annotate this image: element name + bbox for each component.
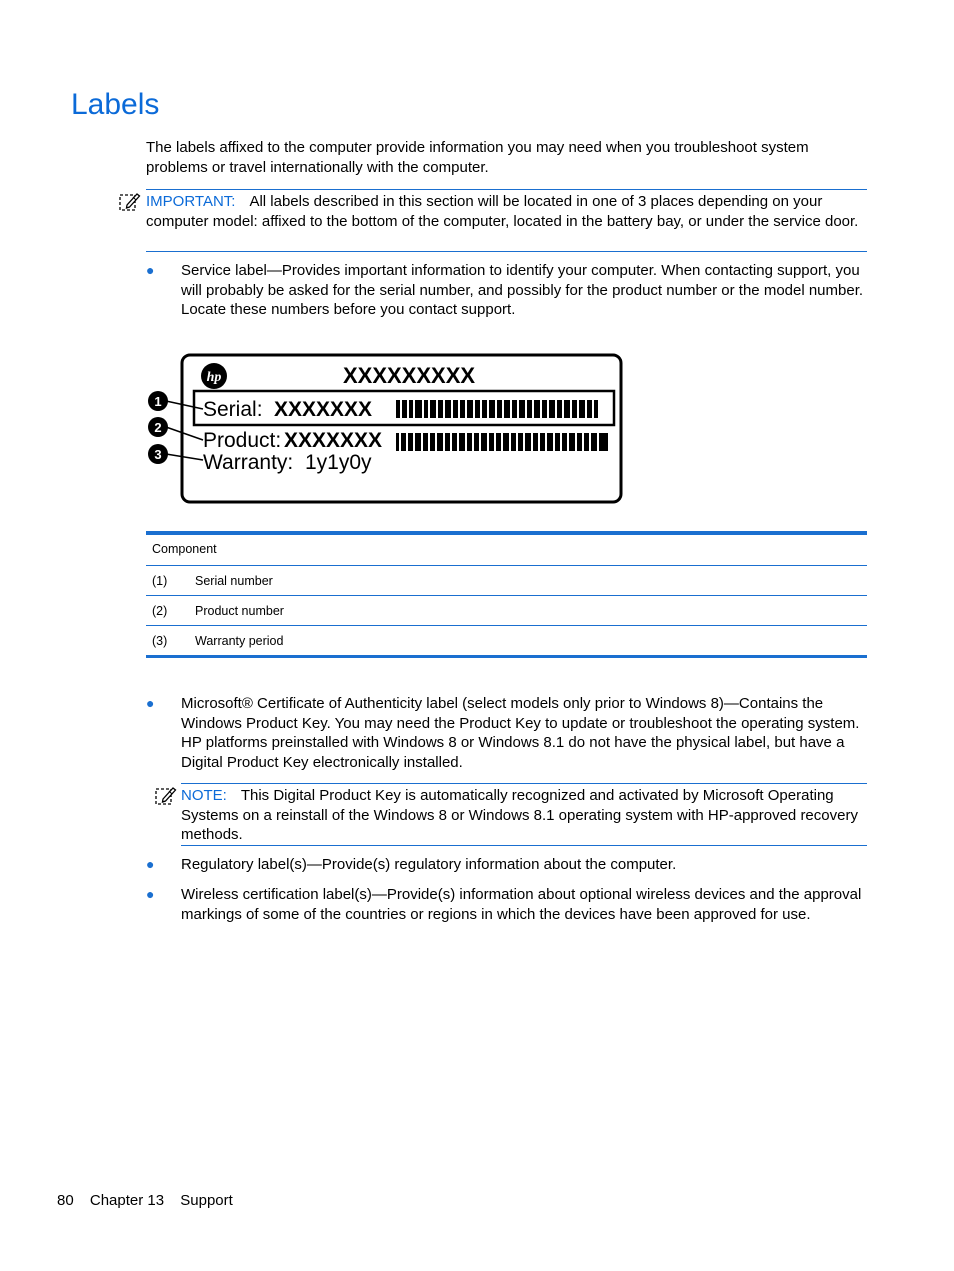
important-text: All labels described in this section will be located in one of 3 places depending on your computer model: affixed to the bottom of the computer, located in the battery bay, or under the service door.	[146, 193, 859, 230]
important-label: IMPORTANT:	[146, 193, 236, 210]
warranty-value: 1y1y0y	[305, 451, 372, 474]
important-note	[146, 189, 867, 252]
table-cell-num: (1)	[152, 574, 168, 588]
service-label-figure	[146, 350, 626, 508]
list-item: Service label—Provides important information to identify your computer. When contacting support, you will probably be asked for the serial number, and possibly for the product number or the model number. Locate these numbers before you contact support.	[181, 262, 864, 318]
footer-chapter: Chapter 13	[89, 1192, 165, 1209]
bullet-icon: ●	[146, 695, 155, 711]
table-header-row	[146, 535, 867, 566]
product-label: Product:	[203, 429, 282, 452]
serial-label: Serial:	[203, 398, 263, 421]
table-bottom-rule	[146, 655, 867, 658]
warranty-label: Warranty:	[203, 451, 294, 474]
list-item: Regulatory label(s)—Provide(s) regulatory information about the computer.	[181, 856, 677, 873]
page-title: Labels	[71, 88, 160, 121]
serial-value: XXXXXXX	[274, 398, 373, 421]
table-cell-num: (3)	[152, 634, 168, 648]
list-item: Wireless certification label(s)—Provide(s) information about optional wireless devices and the approval markings of some of the countries or regions in which the devices have been approved for use.	[181, 886, 862, 923]
table-cell-name: Warranty period	[195, 634, 284, 648]
callout-1-label: 1	[154, 394, 162, 409]
page-number: 80	[57, 1192, 74, 1209]
serial-barcode	[396, 400, 598, 418]
bullet-icon: ●	[146, 886, 155, 902]
list-item: Microsoft® Certificate of Authenticity label (select models only prior to Windows 8)—Contains the Windows Product Key. You may need the Product Key to update or troubleshoot the operating system. HP platforms preinstalled with Windows 8 or Windows 8.1 do not have the physical label, but have a Digital Product Key electronically installed.	[181, 695, 860, 771]
bullet-icon: ●	[146, 262, 155, 278]
intro-paragraph: The labels affixed to the computer provide information you may need when you troubleshoot system problems or travel internationally with the computer.	[146, 139, 809, 176]
note-icon	[155, 786, 177, 806]
table-cell-name: Serial number	[195, 574, 273, 588]
note-box	[181, 783, 867, 846]
model-text: XXXXXXXXX	[343, 363, 476, 388]
table-row	[146, 626, 867, 655]
note-text: This Digital Product Key is automatically recognized and activated by Microsoft Operating Systems on a reinstall of the Windows 8 or Windows 8.1 operating system with HP-approved recovery methods.	[181, 787, 858, 843]
callout-3-label: 3	[154, 447, 162, 462]
component-table	[146, 531, 867, 658]
table-cell-name: Product number	[195, 604, 284, 618]
footer-section: Support	[180, 1192, 233, 1209]
important-note-icon	[119, 192, 141, 212]
callout-2-label: 2	[154, 420, 162, 435]
note-label: NOTE:	[181, 787, 227, 804]
product-barcode	[396, 433, 608, 451]
product-value: XXXXXXX	[284, 429, 383, 452]
table-cell-num: (2)	[152, 604, 168, 618]
table-row	[146, 566, 867, 596]
hp-logo: hp	[206, 370, 222, 385]
table-row	[146, 596, 867, 626]
table-header-component: Component	[152, 542, 217, 556]
page-footer	[57, 1192, 245, 1209]
bullet-icon: ●	[146, 856, 155, 872]
